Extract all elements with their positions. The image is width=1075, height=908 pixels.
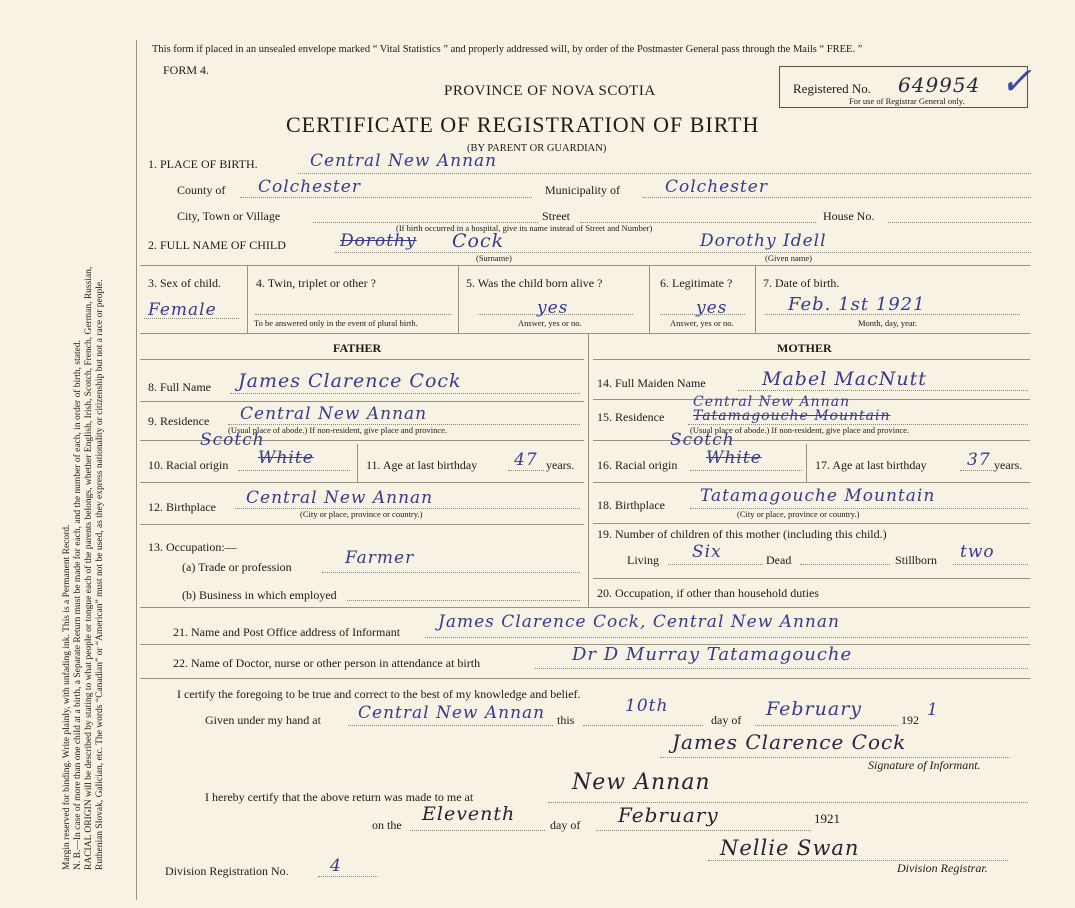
- division-registration-value: 4: [330, 856, 342, 876]
- place-of-birth-label: 1. PLACE OF BIRTH.: [148, 157, 258, 171]
- rule: [140, 678, 1030, 679]
- mother-birthplace-value: Tatamagouche Mountain: [700, 486, 936, 506]
- mother-racial-struck: White: [706, 448, 762, 468]
- dotted-line: [410, 830, 545, 831]
- rule: [593, 578, 1030, 579]
- father-racial-struck: White: [258, 448, 314, 468]
- rule: [140, 401, 584, 402]
- margin-line-4: Ruthenian Slovak, Galician, etc. The words “Canadian” or “American” must not be used, as they express nationality or citizenship but not a race or people.: [95, 279, 105, 870]
- dotted-line: [668, 564, 763, 565]
- informant-signature-caption: Signature of Informant.: [868, 758, 981, 772]
- rule: [458, 265, 459, 333]
- father-racial-value: Scotch: [200, 430, 265, 450]
- mother-age-value: 37: [967, 450, 991, 470]
- mother-residence-struck: Tatamagouche Mountain: [693, 408, 891, 424]
- legitimate-label: 6. Legitimate ?: [660, 276, 733, 290]
- children-count-label: 19. Number of children of this mother (including this child.): [597, 527, 887, 541]
- registrar-on-the-label: on the: [372, 818, 402, 832]
- rule: [588, 333, 589, 607]
- rule: [140, 524, 584, 525]
- certify-statement: I certify the foregoing to be true and correct to the best of my knowledge and belief.: [177, 687, 581, 701]
- father-birthplace-label: 12. Birthplace: [148, 500, 216, 514]
- registrar-day-value: Eleventh: [422, 803, 516, 825]
- trade-value: Farmer: [345, 548, 415, 568]
- mother-birthplace-label: 18. Birthplace: [597, 498, 665, 512]
- rule: [593, 482, 1030, 483]
- mother-residence-note: (Usual place of abode.) If non-resident, give place and province.: [690, 425, 910, 435]
- doctor-label: 22. Name of Doctor, nurse or other person in attendance at birth: [173, 656, 481, 670]
- registrar-year-value: 1921: [814, 811, 840, 826]
- certify-year-suffix: 1: [927, 700, 939, 720]
- child-given-name: Dorothy Idell: [700, 231, 827, 251]
- informant-label: 21. Name and Post Office address of Informant: [173, 625, 401, 639]
- municipality-label: Municipality of: [545, 183, 620, 197]
- county-label: County of: [177, 183, 226, 197]
- dotted-line: [318, 876, 378, 877]
- registered-number-box: [779, 61, 1032, 108]
- date-of-birth-value: Feb. 1st 1921: [788, 294, 926, 315]
- registered-label: Registered No.: [793, 81, 871, 96]
- rule: [140, 359, 584, 360]
- dotted-line: [738, 390, 1028, 391]
- born-alive-label: 5. Was the child born alive ?: [466, 276, 603, 290]
- margin-line-2: N. B.—In case of more than one child at a birth, a Separate Return must be made for each, and the number of each, in order of birth, stated.: [73, 340, 83, 870]
- dead-label: Dead: [766, 553, 792, 567]
- dotted-line: [348, 725, 553, 726]
- certify-year-prefix: 192: [901, 713, 919, 727]
- margin-line-1: Margin reserved for binding. Write plainly, with unfading ink. This is a Permanent Record.: [62, 524, 72, 870]
- father-age-label: 11. Age at last birthday: [366, 458, 478, 472]
- dotted-line: [765, 314, 1020, 315]
- legitimate-value: yes: [696, 298, 728, 318]
- top-notice: This form if placed in an unsealed envelope marked “ Vital Statistics ” and properly addressed will, by order of the Postmaster General pass through the Mails “ FREE. ”: [152, 44, 863, 55]
- margin-line-3: RACIAL ORIGIN will be described by stating to what people or tongue each of the parents belongs, whether English, Irish, Scotch, French, German, Russian,: [84, 266, 94, 870]
- mother-occupation-label: 20. Occupation, if other than household duties: [597, 586, 819, 600]
- dotted-line: [596, 830, 811, 831]
- this-label: this: [557, 713, 575, 727]
- mother-racial-label: 16. Racial origin: [597, 458, 678, 472]
- father-age-unit: years.: [546, 458, 575, 472]
- dotted-line: [230, 393, 580, 394]
- dotted-line: [508, 470, 544, 471]
- rule: [593, 359, 1030, 360]
- dotted-line: [240, 197, 532, 198]
- living-label: Living: [627, 553, 659, 567]
- street-label: Street: [542, 209, 570, 223]
- rule: [140, 607, 1030, 608]
- dotted-line: [298, 173, 1031, 174]
- born-alive-value: yes: [537, 298, 569, 318]
- mother-residence-value: Central New Annan: [693, 394, 851, 410]
- dotted-line: [478, 314, 633, 315]
- registrar-day-of-label: day of: [550, 818, 581, 832]
- margin-instructions: [62, 40, 142, 890]
- mother-birthplace-note: (City or place, province or country.): [737, 509, 860, 519]
- registrar-statement: I hereby certify that the above return was made to me at: [205, 790, 474, 804]
- dotted-line: [535, 668, 1028, 669]
- business-label: (b) Business in which employed: [182, 588, 337, 602]
- surname-caption: (Surname): [476, 253, 512, 263]
- father-residence-value: Central New Annan: [240, 404, 428, 424]
- dotted-line: [335, 252, 1031, 253]
- dotted-line: [238, 470, 350, 471]
- form-number: FORM 4.: [163, 63, 210, 77]
- dotted-line: [643, 197, 1031, 198]
- registered-note: For use of Registrar General only.: [849, 96, 965, 106]
- dotted-line: [953, 564, 1028, 565]
- mother-heading: MOTHER: [777, 341, 832, 355]
- dotted-line: [660, 314, 745, 315]
- registered-number: 649954: [898, 73, 981, 97]
- mother-age-unit: years.: [994, 458, 1023, 472]
- registrar-place-value: New Annan: [572, 770, 711, 795]
- child-surname: Cock: [452, 230, 505, 252]
- mother-racial-value: Scotch: [670, 430, 735, 450]
- house-number-label: House No.: [823, 209, 875, 223]
- date-note: Month, day, year.: [858, 318, 918, 328]
- father-racial-label: 10. Racial origin: [148, 458, 229, 472]
- certificate-subtitle: (BY PARENT OR GUARDIAN): [467, 143, 607, 154]
- province-heading: PROVINCE OF NOVA SCOTIA: [444, 83, 656, 99]
- dotted-line: [583, 725, 703, 726]
- certify-month-value: February: [766, 698, 863, 720]
- registrar-signature: Nellie Swan: [720, 836, 860, 860]
- given-place-value: Central New Annan: [358, 703, 546, 723]
- informant-signature: James Clarence Cock: [672, 730, 907, 754]
- mother-name-label: 14. Full Maiden Name: [597, 376, 706, 390]
- twin-note: To be answered only in the event of plural birth.: [254, 318, 418, 328]
- municipality-value: Colchester: [665, 177, 768, 197]
- stillborn-value: two: [960, 542, 995, 562]
- legitimate-note: Answer, yes or no.: [670, 318, 734, 328]
- rule: [140, 333, 1030, 334]
- rule: [247, 265, 248, 333]
- rule: [806, 444, 807, 482]
- dotted-line: [347, 600, 580, 601]
- registrar-month-value: February: [618, 803, 719, 827]
- certify-day-of-label: day of: [711, 713, 742, 727]
- mother-name-value: Mabel MacNutt: [762, 368, 927, 390]
- dotted-line: [755, 725, 898, 726]
- stillborn-label: Stillborn: [895, 553, 938, 567]
- county-value: Colchester: [258, 177, 361, 197]
- given-name-caption: (Given name): [765, 253, 812, 263]
- father-residence-note: (Usual place of abode.) If non-resident, give place and province.: [228, 425, 448, 435]
- sex-label: 3. Sex of child.: [148, 276, 221, 290]
- father-heading: FATHER: [333, 341, 382, 355]
- father-name-value: James Clarence Cock: [238, 370, 462, 392]
- father-birthplace-value: Central New Annan: [246, 488, 434, 508]
- margin-rule: [136, 40, 137, 900]
- check-mark-icon: ✓: [1000, 61, 1032, 103]
- rule: [357, 444, 358, 482]
- father-name-label: 8. Full Name: [148, 380, 211, 394]
- dotted-line: [960, 470, 994, 471]
- sex-value: Female: [148, 300, 217, 320]
- registrar-signature-caption: Division Registrar.: [897, 861, 988, 875]
- dotted-line: [425, 637, 1028, 638]
- father-residence-label: 9. Residence: [148, 414, 210, 428]
- rule: [140, 265, 1030, 266]
- rule: [593, 440, 1030, 441]
- dotted-line: [800, 564, 890, 565]
- date-of-birth-label: 7. Date of birth.: [763, 276, 840, 290]
- father-birthplace-note: (City or place, province or country.): [300, 509, 423, 519]
- place-of-birth-value: Central New Annan: [310, 151, 498, 171]
- occupation-label: 13. Occupation:—: [148, 540, 237, 554]
- rule: [755, 265, 756, 333]
- doctor-value: Dr D Murray Tatamagouche: [572, 644, 853, 665]
- rule: [140, 482, 584, 483]
- certificate-title: CERTIFICATE OF REGISTRATION OF BIRTH: [286, 112, 760, 137]
- mother-residence-label: 15. Residence: [597, 410, 665, 424]
- trade-label: (a) Trade or profession: [182, 560, 292, 574]
- dotted-line: [255, 314, 451, 315]
- rule: [649, 265, 650, 333]
- dotted-line: [888, 222, 1031, 223]
- mother-age-label: 17. Age at last birthday: [815, 458, 927, 472]
- city-label: City, Town or Village: [177, 209, 281, 223]
- dotted-line: [322, 572, 580, 573]
- living-value: Six: [692, 542, 722, 562]
- division-registration-label: Division Registration No.: [165, 864, 289, 878]
- hospital-note: (If birth occurred in a hospital, give its name instead of Street and Number): [396, 223, 653, 233]
- twin-label: 4. Twin, triplet or other ?: [256, 276, 376, 290]
- born-alive-note: Answer, yes or no.: [518, 318, 582, 328]
- informant-value: James Clarence Cock, Central New Annan: [438, 612, 840, 632]
- certify-day-value: 10th: [625, 696, 669, 716]
- dotted-line: [690, 470, 802, 471]
- given-under-hand-label: Given under my hand at: [205, 713, 321, 727]
- father-age-value: 47: [514, 450, 538, 470]
- margin-text-block: [62, 50, 106, 870]
- child-name-struck: Dorothy: [340, 231, 417, 251]
- dotted-line: [144, 318, 239, 319]
- child-name-label: 2. FULL NAME OF CHILD: [148, 238, 286, 252]
- rule: [593, 523, 1030, 524]
